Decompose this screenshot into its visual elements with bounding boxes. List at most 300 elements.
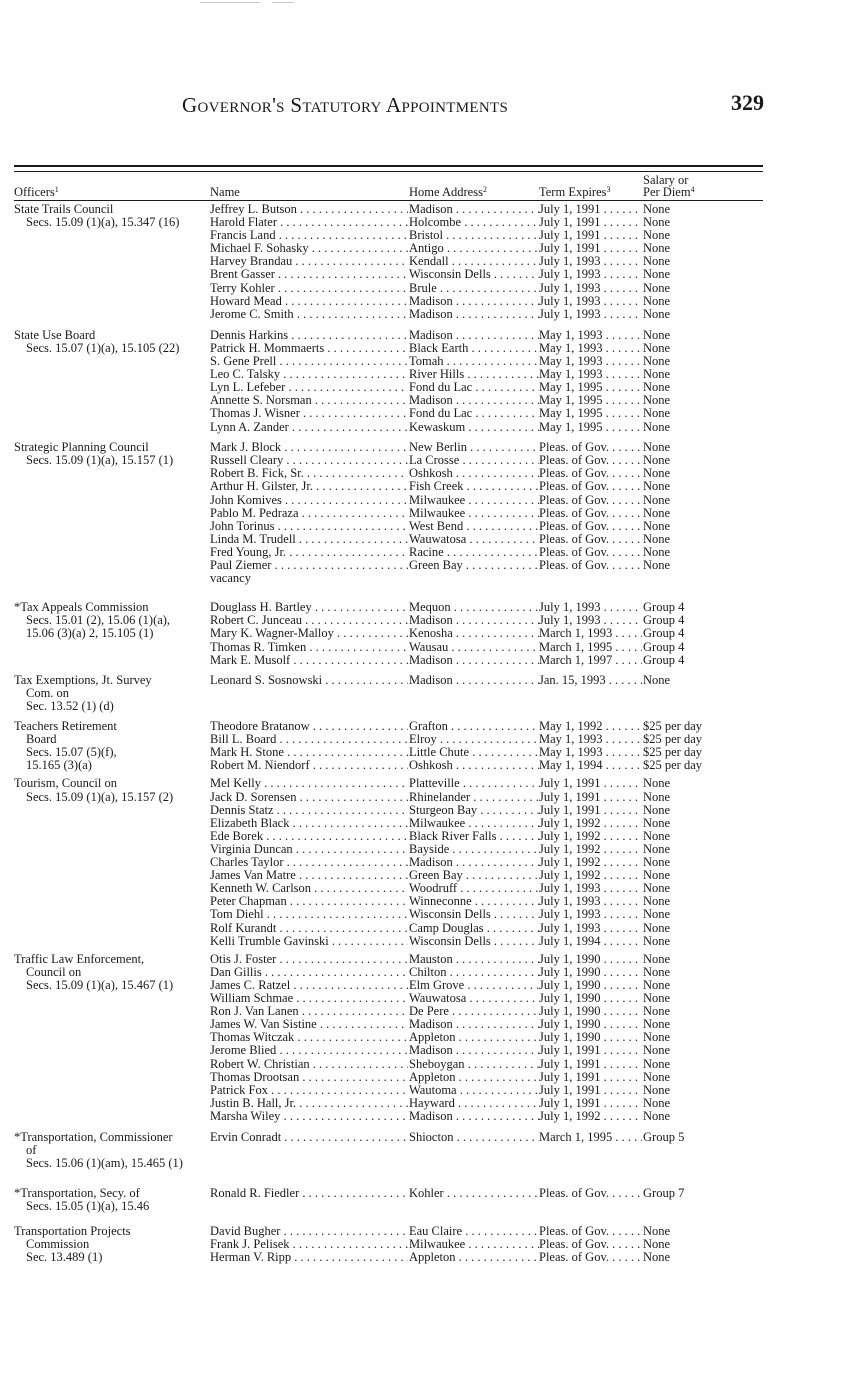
table-row (14, 480, 763, 493)
home-address-text: Chilton (409, 965, 447, 979)
salary-per-diem (643, 1044, 763, 1057)
appointee-name-text: Thomas J. Wisner (210, 407, 300, 421)
salary-per-diem (643, 494, 763, 507)
appointee-name (210, 1097, 408, 1110)
term-expires-text: July 1, 1993 (539, 882, 601, 896)
term-expires-text: July 1, 1994 (539, 934, 601, 948)
home-address-text: Holcombe (409, 216, 462, 230)
salary-per-diem-text: None (643, 381, 671, 395)
home-address-text: Wautoma (409, 1083, 457, 1097)
table-row (14, 342, 763, 355)
home-address (409, 368, 539, 381)
column-header-name: Name (210, 185, 240, 199)
term-expires-text: July 1, 1991 (539, 1044, 601, 1058)
appointment-group (14, 441, 763, 585)
appointee-name (210, 992, 408, 1005)
home-address (409, 242, 539, 255)
table-row (14, 627, 763, 640)
term-expires-text: July 1, 1990 (539, 952, 601, 966)
term-expires-text: July 1, 1991 (539, 229, 601, 243)
term-expires-text: July 1, 1991 (539, 242, 601, 256)
salary-per-diem-text: None (643, 1109, 671, 1123)
home-address (409, 843, 539, 856)
term-expires (539, 494, 642, 507)
appointment-group (14, 1187, 763, 1213)
term-expires-text: May 1, 1995 (539, 407, 603, 421)
term-expires-text: Pleas. of Gov. (539, 454, 610, 468)
salary-per-diem (643, 394, 763, 407)
home-address-text: De Pere (409, 1005, 449, 1019)
home-address-text: Milwaukee (409, 1238, 466, 1252)
column-header-officers: Officers$^1$ (14, 185, 59, 199)
salary-per-diem (643, 421, 763, 434)
salary-per-diem (643, 614, 763, 627)
term-expires-text: Pleas. of Gov. (539, 1238, 610, 1252)
page-title: Governor's Statutory Appointments (182, 93, 509, 117)
appointee-name-text: Pablo M. Pedraza (210, 506, 299, 520)
salary-per-diem-text: None (643, 294, 671, 308)
salary-per-diem-text: None (643, 965, 671, 979)
salary-per-diem (643, 546, 763, 559)
home-address (409, 908, 539, 921)
term-expires-text: May 1, 1993 (539, 341, 603, 355)
term-expires-text: July 1, 1990 (539, 1005, 601, 1019)
appointee-name (210, 777, 408, 790)
appointee-name (210, 1187, 408, 1200)
salary-per-diem-text: None (643, 493, 671, 507)
term-expires-text: May 1, 1992 (539, 720, 603, 734)
salary-per-diem-text: None (643, 441, 671, 455)
salary-per-diem (643, 601, 763, 614)
appointment-group (14, 601, 763, 667)
salary-per-diem (643, 407, 763, 420)
term-expires-text: July 1, 1993 (539, 601, 601, 615)
table-row (14, 746, 763, 759)
table-row (14, 1110, 763, 1123)
term-expires-text: Pleas. of Gov. (539, 519, 610, 533)
salary-per-diem-text: None (643, 229, 671, 243)
home-address (409, 733, 539, 746)
term-expires (539, 601, 642, 614)
table-row (14, 908, 763, 921)
appointee-name (210, 791, 408, 804)
salary-per-diem (643, 979, 763, 992)
term-expires (539, 953, 642, 966)
table-row (14, 882, 763, 895)
appointee-name (210, 394, 408, 407)
appointee-name-text: Kelli Trumble Gavinski (210, 934, 329, 948)
appointee-name (210, 242, 408, 255)
home-address-text: Kewaskum (409, 420, 466, 434)
term-expires (539, 480, 642, 493)
appointee-name (210, 295, 408, 308)
home-address (409, 441, 539, 454)
officer-citation: Sec. 13.52 (1) (d) (26, 698, 114, 713)
term-expires (539, 882, 642, 895)
home-address-text: Oshkosh (409, 467, 453, 481)
home-address (409, 559, 539, 572)
appointee-name (210, 953, 408, 966)
term-expires (539, 441, 642, 454)
home-address-text: Kohler (409, 1186, 444, 1200)
salary-per-diem (643, 1251, 763, 1264)
table-row (14, 1031, 763, 1044)
officer-citation: Commission (26, 1237, 90, 1252)
term-expires-text: May 1, 1993 (539, 328, 603, 342)
term-expires-text: Pleas. of Gov. (539, 532, 610, 546)
home-address (409, 882, 539, 895)
appointee-name (210, 1005, 408, 1018)
salary-per-diem-text: None (643, 829, 671, 843)
salary-per-diem-text: None (643, 368, 671, 382)
table-row (14, 1058, 763, 1071)
salary-per-diem (643, 992, 763, 1005)
term-expires-text: July 1, 1991 (539, 1096, 601, 1110)
table-row (14, 494, 763, 507)
home-address (409, 1131, 539, 1144)
salary-per-diem-text: $25 per day (643, 746, 703, 760)
salary-per-diem (643, 627, 763, 640)
table-row (14, 572, 763, 585)
salary-per-diem (643, 843, 763, 856)
table-row (14, 407, 763, 420)
table-row (14, 467, 763, 480)
salary-per-diem (643, 804, 763, 817)
term-expires-text: July 1, 1991 (539, 1083, 601, 1097)
salary-per-diem-text: Group 4 (643, 614, 685, 628)
appointee-name-text: Otis J. Foster (210, 952, 277, 966)
salary-per-diem (643, 654, 763, 667)
term-expires-text: Pleas. of Gov. (539, 467, 610, 481)
salary-per-diem-text: None (643, 952, 671, 966)
officer-citation: Sec. 13.489 (1) (26, 1250, 103, 1265)
term-expires (539, 817, 642, 830)
appointee-name-text: Charles Taylor (210, 856, 284, 870)
term-expires (539, 1187, 642, 1200)
salary-per-diem (643, 229, 763, 242)
term-expires-text: May 1, 1993 (539, 746, 603, 760)
appointee-name (210, 882, 408, 895)
salary-per-diem-text: None (643, 307, 671, 321)
salary-per-diem-text: None (643, 480, 671, 494)
home-address (409, 308, 539, 321)
home-address-text: Madison (409, 307, 453, 321)
officer-title: Traffic Law Enforcement, (14, 951, 145, 966)
term-expires-text: March 1, 1995 (539, 640, 613, 654)
column-header-home-address: Home Address$^2$ (409, 185, 487, 199)
term-expires-text: July 1, 1993 (539, 307, 601, 321)
officer-citation: Secs. 15.06 (1)(am), 15.465 (1) (26, 1155, 183, 1170)
term-expires (539, 791, 642, 804)
salary-per-diem-text: None (643, 790, 671, 804)
appointment-group (14, 953, 763, 1123)
table-row (14, 295, 763, 308)
salary-per-diem-text: None (643, 1044, 671, 1058)
salary-per-diem-text: None (643, 255, 671, 269)
table-row (14, 674, 763, 687)
salary-per-diem (643, 1018, 763, 1031)
salary-per-diem-text: None (643, 777, 671, 791)
home-address-text: Platteville (409, 777, 460, 791)
term-expires (539, 282, 642, 295)
officer-citation: Secs. 15.01 (2), 15.06 (1)(a), (26, 613, 171, 628)
home-address-text: Kendall (409, 255, 449, 269)
appointee-name (210, 342, 408, 355)
home-address (409, 1018, 539, 1031)
term-expires (539, 908, 642, 921)
appointee-name-text: Frank J. Pelisek (210, 1238, 290, 1252)
term-expires-text: July 1, 1993 (539, 908, 601, 922)
table-row (14, 255, 763, 268)
term-expires-text: July 1, 1993 (539, 268, 601, 282)
home-address-text: Wauwatosa (409, 532, 467, 546)
term-expires (539, 895, 642, 908)
salary-per-diem-text: None (643, 978, 671, 992)
table-row (14, 1018, 763, 1031)
salary-per-diem (643, 1225, 763, 1238)
salary-per-diem (643, 720, 763, 733)
salary-per-diem-text: None (643, 869, 671, 883)
appointee-name-text: Robert B. Fick, Sr. (210, 467, 304, 481)
appointee-name (210, 282, 408, 295)
home-address-text: New Berlin (409, 441, 467, 455)
home-address (409, 759, 539, 772)
home-address (409, 614, 539, 627)
home-address-text: Elm Grove (409, 978, 465, 992)
home-address-text: Hayward (409, 1096, 455, 1110)
salary-per-diem-text: None (643, 1031, 671, 1045)
salary-per-diem-text: None (643, 992, 671, 1006)
term-expires-text: July 1, 1993 (539, 255, 601, 269)
officer-title: Transportation Projects (14, 1224, 131, 1239)
officer-title: Strategic Planning Council (14, 440, 149, 455)
column-headers (14, 170, 763, 200)
salary-per-diem (643, 242, 763, 255)
salary-per-diem-text: None (643, 394, 671, 408)
salary-per-diem (643, 882, 763, 895)
term-expires (539, 1071, 642, 1084)
table-row (14, 1005, 763, 1018)
home-address-text: Racine (409, 545, 444, 559)
term-expires-text: July 1, 1991 (539, 777, 601, 791)
term-expires (539, 1031, 642, 1044)
term-expires (539, 641, 642, 654)
salary-per-diem-text: None (643, 842, 671, 856)
officer-title: State Trails Council (14, 202, 114, 216)
salary-per-diem-text: Group 4 (643, 627, 685, 641)
home-address (409, 407, 539, 420)
appointee-name (210, 979, 408, 992)
appointee-name (210, 746, 408, 759)
appointee-name (210, 533, 408, 546)
home-address (409, 966, 539, 979)
home-address (409, 355, 539, 368)
term-expires-text: March 1, 1993 (539, 627, 613, 641)
appointee-name (210, 1110, 408, 1123)
appointee-name (210, 1071, 408, 1084)
appointee-name-text: Thomas Witczak (210, 1031, 295, 1045)
home-address (409, 1071, 539, 1084)
salary-per-diem (643, 830, 763, 843)
appointee-name-text: Fred Young, Jr. (210, 545, 287, 559)
appointee-name-text: Patrick Fox (210, 1083, 268, 1097)
column-header-salary: Salary or Per Diem$^4$ (643, 173, 695, 199)
home-address-text: Fond du Lac (409, 381, 473, 395)
term-expires-text: July 1, 1991 (539, 1057, 601, 1071)
table-row (14, 843, 763, 856)
home-address (409, 791, 539, 804)
home-address (409, 1031, 539, 1044)
term-expires-text: July 1, 1990 (539, 978, 601, 992)
appointee-name (210, 355, 408, 368)
table-row (14, 1225, 763, 1238)
officer-citation: Board (26, 732, 57, 747)
home-address-text: Green Bay (409, 869, 463, 883)
appointee-name-text: Jerome C. Smith (210, 307, 294, 321)
salary-per-diem (643, 441, 763, 454)
appointee-name-text: Harold Flater (210, 216, 277, 230)
salary-per-diem-text: None (643, 1251, 671, 1265)
term-expires (539, 329, 642, 342)
table-row (14, 559, 763, 572)
appointee-name-text: Mark H. Stone (210, 746, 284, 760)
salary-per-diem-text: None (643, 242, 671, 256)
appointee-name (210, 817, 408, 830)
home-address (409, 421, 539, 434)
appointee-name-text: Robert C. Junceau (210, 614, 302, 628)
table-row (14, 1044, 763, 1057)
officer-title: State Use Board (14, 327, 96, 342)
appointee-name-text: William Schmae (210, 992, 294, 1006)
term-expires-text: Pleas. of Gov. (539, 1251, 610, 1265)
scan-mark (272, 2, 294, 3)
term-expires-text: July 1, 1991 (539, 790, 601, 804)
home-address-text: Bayside (409, 842, 450, 856)
table-row (14, 804, 763, 817)
home-address-text: Sheboygan (409, 1057, 465, 1071)
salary-per-diem (643, 329, 763, 342)
term-expires (539, 1238, 642, 1251)
home-address (409, 601, 539, 614)
salary-per-diem (643, 355, 763, 368)
salary-per-diem-text: None (643, 882, 671, 896)
term-expires-text: July 1, 1991 (539, 203, 601, 216)
salary-per-diem (643, 1005, 763, 1018)
home-address-text: Madison (409, 614, 453, 628)
appointee-name (210, 255, 408, 268)
home-address-text: West Bend (409, 519, 464, 533)
salary-per-diem-text: None (643, 816, 671, 830)
home-address-text: Antigo (409, 242, 444, 256)
home-address (409, 454, 539, 467)
table-row (14, 856, 763, 869)
appointee-name-text: Robert W. Christian (210, 1057, 310, 1071)
appointee-name-text: Dennis Harkins (210, 328, 289, 342)
appointee-name-text: Peter Chapman (210, 895, 287, 909)
salary-per-diem (643, 342, 763, 355)
appointee-name-text: Ronald R. Fiedler (210, 1186, 300, 1200)
home-address-text: Tomah (409, 355, 444, 369)
table-row (14, 895, 763, 908)
officer-title: Teachers Retirement (14, 719, 117, 734)
appointee-name-text: Robert M. Niendorf (210, 759, 310, 773)
term-expires-text: July 1, 1991 (539, 1070, 601, 1084)
home-address (409, 381, 539, 394)
term-expires (539, 935, 642, 948)
home-address-text: Wauwatosa (409, 992, 467, 1006)
home-address (409, 480, 539, 493)
term-expires-text: Pleas. of Gov. (539, 545, 610, 559)
salary-per-diem-text: Group 7 (643, 1186, 685, 1200)
term-expires-text: July 1, 1993 (539, 294, 601, 308)
appointee-name (210, 572, 408, 585)
term-expires (539, 242, 642, 255)
term-expires-text: May 1, 1995 (539, 394, 603, 408)
table-row (14, 1131, 763, 1144)
salary-per-diem (643, 1058, 763, 1071)
home-address (409, 546, 539, 559)
appointee-name (210, 421, 408, 434)
salary-per-diem-text: Group 5 (643, 1130, 685, 1144)
appointee-name (210, 441, 408, 454)
term-expires (539, 1110, 642, 1123)
appointee-name (210, 614, 408, 627)
term-expires (539, 1044, 642, 1057)
appointee-name (210, 229, 408, 242)
appointee-name (210, 601, 408, 614)
officer-title: *Tax Appeals Commission (14, 600, 149, 615)
home-address (409, 216, 539, 229)
salary-per-diem (643, 203, 763, 216)
appointee-name-text: Mark E. Musolf (210, 653, 291, 667)
appointee-name-text: Ede Borek (210, 829, 264, 843)
appointee-name (210, 329, 408, 342)
term-expires-text: May 1, 1993 (539, 368, 603, 382)
term-expires (539, 869, 642, 882)
table-row (14, 1071, 763, 1084)
salary-per-diem-text: None (643, 1070, 671, 1084)
term-expires (539, 1225, 642, 1238)
salary-per-diem-text: $25 per day (643, 759, 703, 773)
home-address-text: Madison (409, 1044, 453, 1058)
appointee-name-text: Jeffrey L. Butson (210, 203, 297, 216)
officer-title: Tax Exemptions, Jt. Survey (14, 672, 152, 687)
home-address-text: Bristol (409, 229, 444, 243)
appointee-name (210, 733, 408, 746)
salary-per-diem (643, 255, 763, 268)
officer-citation: Council on (26, 964, 82, 979)
appointee-name-text: Lyn L. Lefeber (210, 381, 286, 395)
appointee-name-text: Jack D. Sorensen (210, 790, 297, 804)
term-expires (539, 759, 642, 772)
table-row (14, 791, 763, 804)
appointee-name (210, 268, 408, 281)
home-address-text: Madison (409, 328, 453, 342)
appointee-name-text: Ervin Conradt (210, 1130, 282, 1144)
term-expires (539, 467, 642, 480)
home-address-text: Winneconne (409, 895, 472, 909)
home-address-text: Black River Falls (409, 829, 497, 843)
salary-per-diem (643, 381, 763, 394)
table-row (14, 329, 763, 342)
officer-citation: Secs. 15.09 (1)(a), 15.467 (1) (26, 977, 174, 992)
salary-per-diem (643, 1031, 763, 1044)
table-row (14, 953, 763, 966)
home-address-text: Elroy (409, 733, 437, 747)
salary-per-diem (643, 869, 763, 882)
term-expires (539, 720, 642, 733)
table-row (14, 1084, 763, 1097)
